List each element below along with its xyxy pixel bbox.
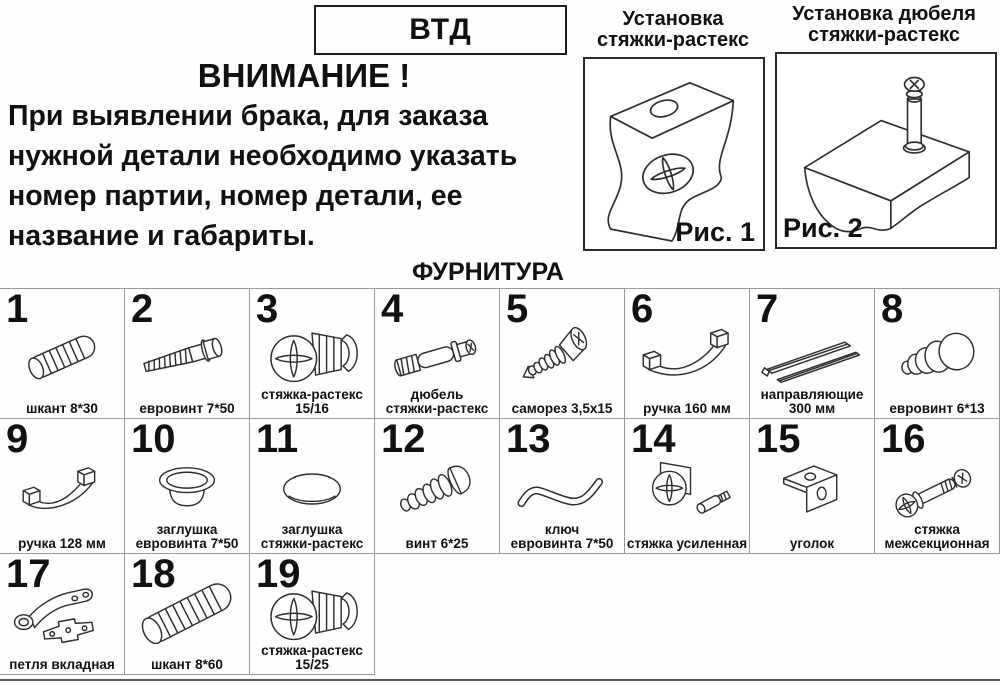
item-label-line: стяжки-растекс [260, 535, 364, 551]
figure-1-title-line: Установка [622, 8, 724, 30]
furniture-item-15 [750, 419, 875, 554]
furniture-item-12 [375, 419, 500, 554]
furniture-item-2 [125, 289, 250, 419]
item-number: 1 [6, 287, 29, 331]
item-number: 10 [131, 417, 176, 461]
angle-bracket-icon [751, 459, 873, 519]
item-label-line: заглушка [156, 522, 218, 537]
item-label [250, 388, 374, 415]
item-label-line: шкант 8*60 [151, 656, 223, 672]
item-number: 6 [631, 287, 654, 331]
item-number: 15 [756, 417, 801, 461]
figure-1-title-line: стяжки-растекс [597, 29, 749, 51]
item-number: 18 [131, 552, 176, 596]
furniture-grid-row [0, 289, 1000, 419]
rastex-icon [251, 582, 373, 644]
furniture-item-13 [500, 419, 625, 554]
furniture-item-5 [500, 289, 625, 419]
furniture-item-14 [625, 419, 750, 554]
item-label-line: 15/25 [295, 656, 329, 672]
item-number: 11 [256, 417, 299, 461]
item-label [625, 537, 749, 551]
warning-line: номер партии, номер детали, ее [8, 180, 463, 212]
screw-625-icon [376, 459, 498, 519]
item-label [625, 402, 749, 416]
brand-box [314, 5, 567, 55]
figure-2-title-line: стяжки-растекс [808, 24, 960, 46]
warning-line: название и габариты. [8, 220, 315, 252]
item-number: 14 [631, 417, 676, 461]
furniture-item-9 [0, 419, 125, 554]
handle-128-icon [1, 459, 123, 519]
item-label [500, 402, 624, 416]
furniture-item-18 [125, 554, 250, 675]
furniture-grid [0, 288, 1000, 675]
warning-block [8, 56, 564, 256]
dowel-short-icon [1, 324, 123, 386]
item-label [250, 644, 374, 671]
item-label-line: стяжка усиленная [626, 535, 748, 551]
item-label-line: направляющие [760, 387, 864, 402]
item-label-line: уголок [789, 535, 835, 551]
item-label-line: 300 мм [788, 400, 836, 416]
figure-2-title [770, 4, 998, 46]
furniture-grid-row [0, 554, 1000, 675]
item-number: 2 [131, 287, 154, 331]
item-label-line: евровинт 7*50 [139, 400, 235, 416]
brand-label: ВТД [409, 13, 472, 46]
item-number: 12 [381, 417, 426, 461]
item-label-line: ручка 128 мм [18, 535, 106, 551]
tapping-screw-icon [501, 324, 623, 386]
item-number: 9 [6, 417, 29, 461]
figure-2-caption: Рис. 2 [783, 213, 863, 243]
item-label-line: шкант 8*30 [26, 400, 98, 416]
europlug-icon [876, 324, 998, 386]
item-label [125, 402, 249, 416]
figure-2-box [775, 52, 997, 249]
rastex-icon [251, 324, 373, 386]
item-label-line: евровинт 6*13 [889, 400, 985, 416]
figure-2-title-line: Установка дюбеля [792, 3, 976, 25]
item-label-line: ключ [544, 522, 580, 537]
hinge-icon [1, 582, 123, 644]
item-label-line: стяжка [914, 522, 960, 537]
item-label-line: 15/16 [295, 400, 329, 416]
furniture-item-11 [250, 419, 375, 554]
item-label-line: ручка 160 мм [643, 400, 731, 416]
item-label-line: межсекционная [884, 535, 990, 551]
furniture-item-1 [0, 289, 125, 419]
item-label [500, 523, 624, 550]
handle-160-icon [626, 324, 748, 386]
furniture-item-19 [250, 554, 375, 675]
furniture-item-16 [875, 419, 1000, 554]
item-number: 13 [506, 417, 551, 461]
item-label [375, 388, 499, 415]
item-label-line: стяжки-растекс [385, 400, 489, 416]
item-number: 5 [506, 287, 529, 331]
item-label-line: евровинта 7*50 [510, 535, 614, 551]
item-label-line: дюбель [410, 387, 464, 402]
item-label-line: стяжка-растекс [261, 643, 363, 658]
cap-rastex-icon [251, 459, 373, 519]
item-label [875, 402, 999, 416]
cap-euro-icon [126, 459, 248, 519]
furniture-item-8 [875, 289, 1000, 419]
warning-line: При выявлении брака, для заказа [8, 100, 489, 132]
furniture-item-7 [750, 289, 875, 419]
empty-area [375, 554, 1000, 675]
dowel-long-icon [126, 582, 248, 644]
furniture-item-10 [125, 419, 250, 554]
warning-title: ВНИМАНИЕ ! [197, 57, 411, 94]
furniture-grid-row [0, 419, 1000, 554]
item-label [375, 537, 499, 551]
item-number: 3 [256, 287, 279, 331]
item-label [750, 537, 874, 551]
item-label [0, 402, 124, 416]
intersection-bolt-icon [876, 459, 998, 519]
warning-line: нужной детали необходимо указать [8, 140, 518, 172]
item-number: 7 [756, 287, 779, 331]
item-number: 8 [881, 287, 904, 331]
furniture-item-4 [375, 289, 500, 419]
item-label [875, 523, 999, 550]
figure-1-caption: Рис. 1 [675, 217, 755, 247]
figure-1-title [578, 9, 768, 51]
item-number: 19 [256, 552, 301, 596]
hex-key-icon [501, 459, 623, 519]
item-label-line: стяжка-растекс [261, 387, 363, 402]
item-label-line: винт 6*25 [405, 535, 469, 551]
furniture-item-3 [250, 289, 375, 419]
furniture-item-17 [0, 554, 125, 675]
item-label [125, 658, 249, 672]
item-number: 4 [381, 287, 404, 331]
euroscrew-icon [126, 324, 248, 386]
slides-icon [751, 324, 873, 386]
cam-reinforced-icon [626, 459, 748, 519]
item-label-line: заглушка [281, 522, 343, 537]
item-label [125, 523, 249, 550]
item-label [750, 388, 874, 415]
item-label-line: евровинта 7*50 [135, 535, 239, 551]
item-label [0, 537, 124, 551]
item-label-line: саморез 3,5х15 [511, 400, 613, 416]
figure-1-box [583, 57, 765, 251]
item-label [250, 523, 374, 550]
item-number: 16 [881, 417, 926, 461]
page-bottom-edge [0, 679, 1000, 681]
section-title: ФУРНИТУРА [412, 258, 564, 286]
dowel-pin-icon [376, 324, 498, 386]
furniture-item-6 [625, 289, 750, 419]
item-label [0, 658, 124, 672]
item-label-line: петля вкладная [9, 656, 115, 672]
item-number: 17 [6, 552, 51, 596]
